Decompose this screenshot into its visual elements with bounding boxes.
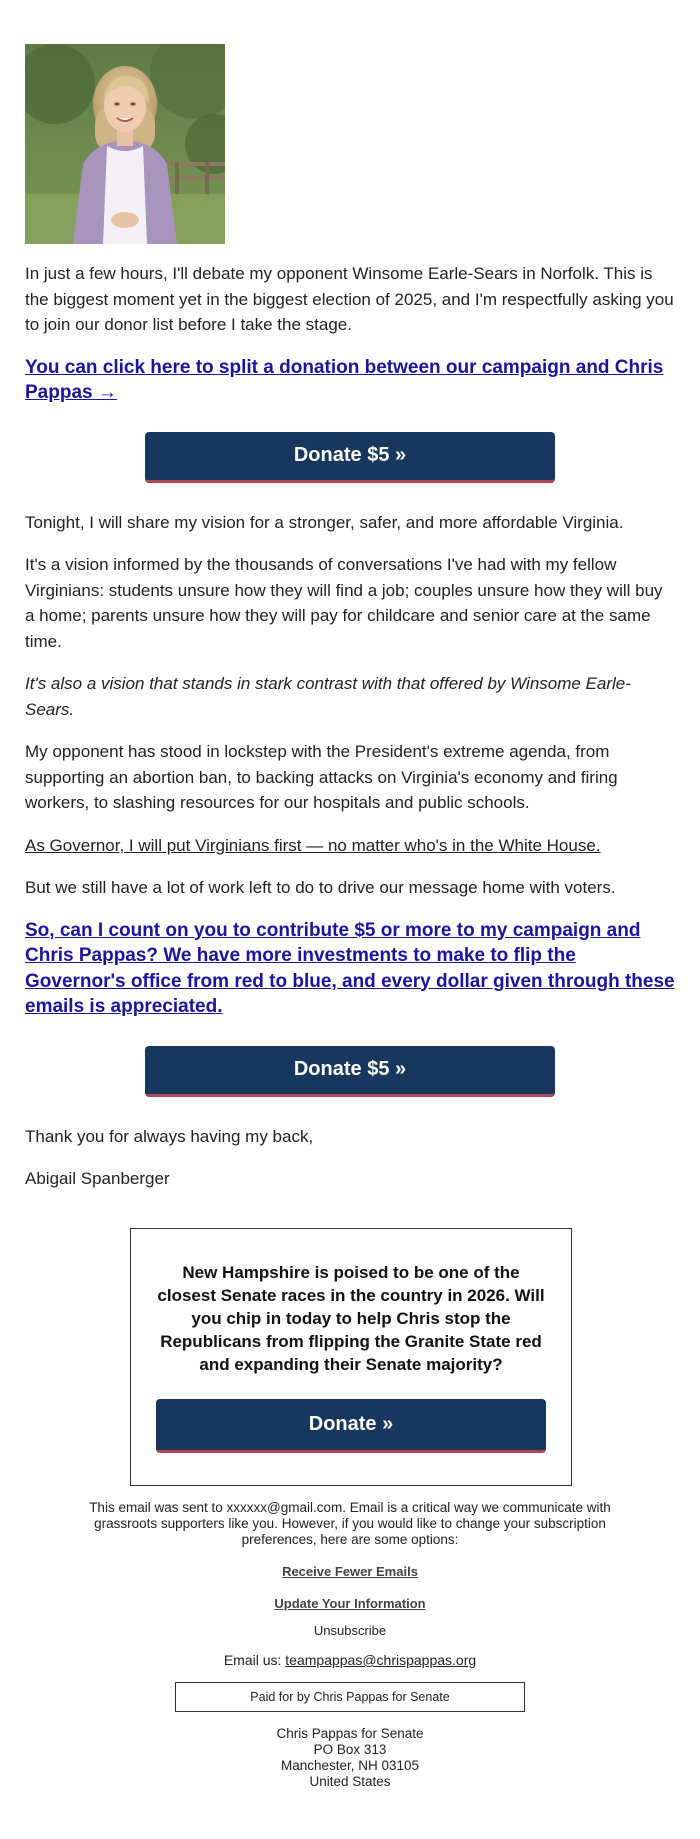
donate-button-row-1 bbox=[25, 432, 675, 483]
footer-intro: This email was sent to xxxxxx@gmail.com. Email is a critical way we communicate with grassroots supporters like you. However, if you would like to change your subscription preferences, here are some options: bbox=[89, 1500, 611, 1547]
unsubscribe-link[interactable]: Unsubscribe bbox=[313, 1623, 387, 1638]
contribute-link[interactable]: So, can I count on you to contribute $5 or more to my campaign and Chris Pappas? We have more investments to make to flip the Governor's office from red to blue, and every dollar given through these emails is appreciated. bbox=[25, 919, 675, 1017]
vision-paragraph: Tonight, I will share my vision for a stronger, safer, and more affordable Virginia. bbox=[25, 512, 624, 532]
thanks-paragraph: Thank you for always having my back, bbox=[25, 1126, 314, 1146]
signature: Abigail Spanberger bbox=[25, 1169, 170, 1188]
split-donation-link[interactable]: You can click here to split a donation between our campaign and Chris Pappas → bbox=[25, 356, 664, 403]
nh-appeal-text: New Hampshire is poised to be one of the closest Senate races in the country in 2026. Will you chip in today to help Chris stop the Republicans from flipping the Granite State red and expanding their Senate majority? bbox=[157, 1263, 545, 1374]
address-line-4: United States bbox=[309, 1774, 391, 1789]
opponent-paragraph: My opponent has stood in lockstep with the President's extreme agenda, from supporting an abortion ban, to backing attacks on Virginia's economy and firing workers, to slashing resources for our hospitals and public schools. bbox=[25, 742, 618, 812]
contribute-link-container bbox=[25, 918, 675, 1020]
address-line-2: PO Box 313 bbox=[313, 1742, 387, 1757]
intro-paragraph: In just a few hours, I'll debate my opponent Winsome Earle-Sears in Norfolk. This is the biggest moment yet in the biggest election of 2025, and I'm respectfully asking you to join our donor list before I take the stage. bbox=[25, 264, 674, 334]
split-link-container bbox=[25, 355, 675, 406]
email-address-link[interactable]: teampappas@chrispappas.org bbox=[285, 1652, 477, 1668]
work-paragraph: But we still have a lot of work left to do to drive our message home with voters. bbox=[25, 878, 616, 897]
address-line-1: Chris Pappas for Senate bbox=[276, 1726, 424, 1741]
email-us-label: Email us: bbox=[223, 1652, 286, 1668]
update-information-link[interactable]: Update Your Information bbox=[274, 1596, 426, 1611]
email-footer bbox=[60, 1500, 640, 1790]
contrast-paragraph: It's also a vision that stands in stark contrast with that offered by Winsome Earle-Sears. bbox=[25, 674, 631, 719]
address-line-3: Manchester, NH 03105 bbox=[280, 1758, 420, 1773]
new-hampshire-appeal-box bbox=[130, 1228, 572, 1486]
email-us-line bbox=[60, 1652, 640, 1669]
donate-5-button-2[interactable]: Donate $5 » bbox=[145, 1046, 555, 1097]
email-content bbox=[25, 44, 675, 1192]
receive-fewer-emails-link[interactable]: Receive Fewer Emails bbox=[282, 1564, 418, 1579]
informed-paragraph: It's a vision informed by the thousands of conversations I've had with my fellow Virginians: students unsure how they will find a job; couples unsure how they will buy a home; parents unsure how they will pay for childcare and senior care at the same time. bbox=[25, 555, 663, 651]
donate-button-row-2 bbox=[25, 1046, 675, 1097]
mailing-address bbox=[60, 1726, 640, 1790]
candidate-photo bbox=[25, 44, 225, 244]
paid-for-disclaimer: Paid for by Chris Pappas for Senate bbox=[175, 1682, 525, 1712]
governor-paragraph: As Governor, I will put Virginians first — no matter who's in the White House. bbox=[25, 835, 601, 855]
donate-5-button-1[interactable]: Donate $5 » bbox=[145, 432, 555, 483]
nh-donate-button[interactable]: Donate » bbox=[156, 1399, 546, 1453]
